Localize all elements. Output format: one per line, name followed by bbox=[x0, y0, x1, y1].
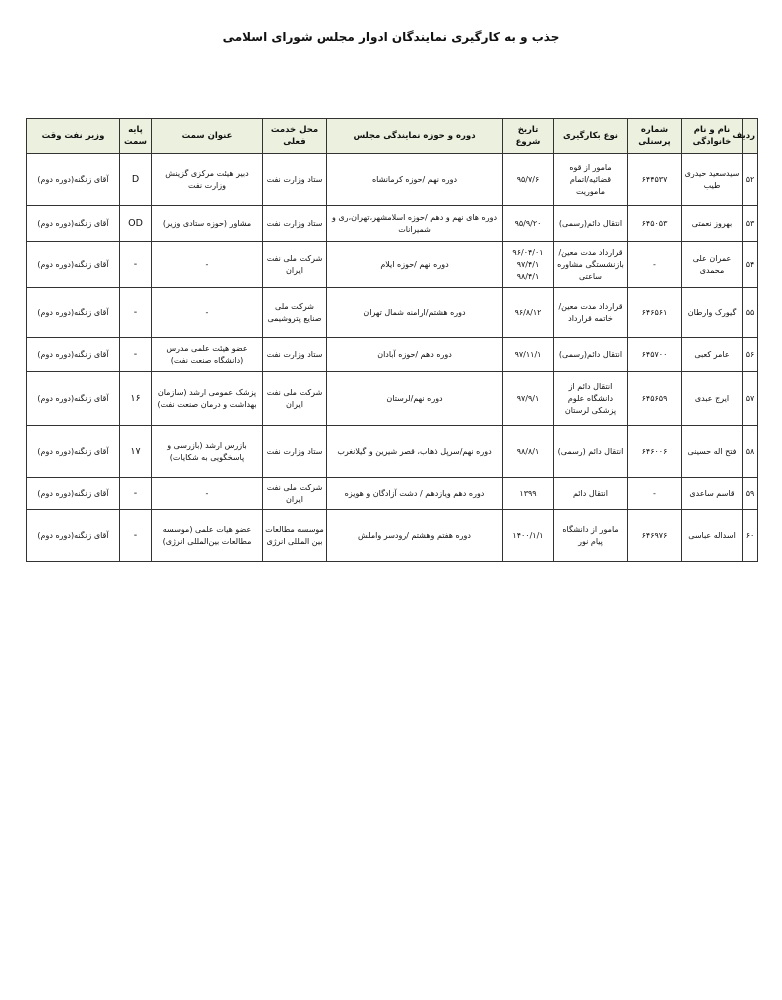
position-grade-cell: - bbox=[120, 510, 152, 562]
term-constituency-cell: دوره نهم/سرپل ذهاب، قصر شیرین و گیلانغرب bbox=[327, 426, 503, 478]
position-title-cell: مشاور (حوزه ستادی وزیر) bbox=[152, 206, 263, 242]
start-date-cell: ۹۶/۸/۱۲ bbox=[503, 288, 554, 338]
header-row-number: ردیف bbox=[743, 119, 758, 154]
table-row bbox=[27, 372, 758, 426]
start-date-cell: ۱۳۹۹ bbox=[503, 478, 554, 510]
row-number-cell: ۶۰ bbox=[743, 510, 758, 562]
header-start-date: تاریخ شروع bbox=[503, 119, 554, 154]
table-row bbox=[27, 242, 758, 288]
term-constituency-cell: دوره های نهم و دهم /حوزه اسلامشهر،تهران،ری و شمیرانات bbox=[327, 206, 503, 242]
position-grade-cell: - bbox=[120, 288, 152, 338]
position-grade-cell: - bbox=[120, 338, 152, 372]
oil-minister-cell: آقای زنگنه(دوره دوم) bbox=[27, 426, 120, 478]
name-cell: عامر کعبی bbox=[682, 338, 743, 372]
name-cell: قاسم ساعدی bbox=[682, 478, 743, 510]
name-cell: بهروز نعمتی bbox=[682, 206, 743, 242]
representatives-table bbox=[26, 118, 758, 562]
position-title-cell: عضو هیئت علمی مدرس (دانشگاه صنعت نفت) bbox=[152, 338, 263, 372]
employment-type-cell: مامور از دانشگاه پیام نور bbox=[554, 510, 628, 562]
term-constituency-cell: دوره دهم ویازدهم / دشت آزادگان و هویزه bbox=[327, 478, 503, 510]
employment-type-cell: انتقال دائم از دانشگاه علوم پزشکی لرستان bbox=[554, 372, 628, 426]
personnel-number-cell: - bbox=[628, 478, 682, 510]
term-constituency-cell: دوره نهم /حوزه ایلام bbox=[327, 242, 503, 288]
position-grade-cell: D bbox=[120, 154, 152, 206]
personnel-number-cell: ۶۴۶۹۷۶ bbox=[628, 510, 682, 562]
term-constituency-cell: دوره هفتم وهشتم /رودسر واملش bbox=[327, 510, 503, 562]
term-constituency-cell: دوره هشتم/ارامنه شمال تهران bbox=[327, 288, 503, 338]
row-number-cell: ۵۲ bbox=[743, 154, 758, 206]
employment-type-cell: قرارداد مدت معین/بازنشستگی مشاوره ساعتی bbox=[554, 242, 628, 288]
oil-minister-cell: آقای زنگنه(دوره دوم) bbox=[27, 372, 120, 426]
oil-minister-cell: آقای زنگنه(دوره دوم) bbox=[27, 154, 120, 206]
workplace-cell: شرکت ملی صنایع پتروشیمی bbox=[263, 288, 327, 338]
term-constituency-cell: دوره نهم /حوزه کرمانشاه bbox=[327, 154, 503, 206]
position-title-cell: - bbox=[152, 478, 263, 510]
position-title-cell: عضو هیات علمی (موسسه مطالعات بین‌المللی انرژی) bbox=[152, 510, 263, 562]
workplace-cell: ستاد وزارت نفت bbox=[263, 206, 327, 242]
personnel-number-cell: - bbox=[628, 242, 682, 288]
row-number-cell: ۵۳ bbox=[743, 206, 758, 242]
oil-minister-cell: آقای زنگنه(دوره دوم) bbox=[27, 242, 120, 288]
row-number-cell: ۵۵ bbox=[743, 288, 758, 338]
term-constituency-cell: دوره دهم /حوزه آبادان bbox=[327, 338, 503, 372]
header-term-constituency: دوره و حوزه نمایندگی مجلس bbox=[327, 119, 503, 154]
header-position-grade: پایه سمت bbox=[120, 119, 152, 154]
name-cell: سیدسعید حیدری طیب bbox=[682, 154, 743, 206]
employment-type-cell: انتقال دائم(رسمی) bbox=[554, 206, 628, 242]
position-grade-cell: OD bbox=[120, 206, 152, 242]
header-employment-type: نوع بکارگیری bbox=[554, 119, 628, 154]
oil-minister-cell: آقای زنگنه(دوره دوم) bbox=[27, 478, 120, 510]
table-body bbox=[27, 154, 758, 562]
header-oil-minister: وزیر نفت وقت bbox=[27, 119, 120, 154]
position-title-cell: - bbox=[152, 242, 263, 288]
position-title-cell: پزشک عمومی ارشد (سازمان بهداشت و درمان صنعت نفت) bbox=[152, 372, 263, 426]
start-date-cell: ۹۸/۸/۱ bbox=[503, 426, 554, 478]
row-number-cell: ۵۸ bbox=[743, 426, 758, 478]
name-cell: ایرج عبدی bbox=[682, 372, 743, 426]
page-title: جذب و به کارگیری نمایندگان ادوار مجلس شورای اسلامی bbox=[222, 30, 560, 44]
start-date-cell: ۹۶/۰۴/۰۱ ۹۷/۴/۱ ۹۸/۴/۱ bbox=[503, 242, 554, 288]
oil-minister-cell: آقای زنگنه(دوره دوم) bbox=[27, 338, 120, 372]
employment-type-cell: انتقال دائم(رسمی) bbox=[554, 338, 628, 372]
position-grade-cell: ۱۷ bbox=[120, 426, 152, 478]
name-cell: گیورک وارطان bbox=[682, 288, 743, 338]
workplace-cell: شرکت ملی نفت ایران bbox=[263, 242, 327, 288]
position-grade-cell: ۱۶ bbox=[120, 372, 152, 426]
row-number-cell: ۵۶ bbox=[743, 338, 758, 372]
position-grade-cell: - bbox=[120, 242, 152, 288]
employment-type-cell: انتقال دائم bbox=[554, 478, 628, 510]
personnel-number-cell: ۶۴۴۵۳۷ bbox=[628, 154, 682, 206]
start-date-cell: ۱۴۰۰/۱/۱ bbox=[503, 510, 554, 562]
personnel-number-cell: ۶۴۵۷۰۰ bbox=[628, 338, 682, 372]
table-row bbox=[27, 154, 758, 206]
workplace-cell: موسسه مطالعات بین المللی انرژی bbox=[263, 510, 327, 562]
table-row bbox=[27, 478, 758, 510]
oil-minister-cell: آقای زنگنه(دوره دوم) bbox=[27, 206, 120, 242]
employment-type-cell: مامور از قوه قضائیه/اتمام ماموریت bbox=[554, 154, 628, 206]
start-date-cell: ۹۷/۹/۱ bbox=[503, 372, 554, 426]
workplace-cell: شرکت ملی نفت ایران bbox=[263, 478, 327, 510]
table-header-row bbox=[27, 119, 758, 154]
personnel-number-cell: ۶۴۵۶۵۹ bbox=[628, 372, 682, 426]
oil-minister-cell: آقای زنگنه(دوره دوم) bbox=[27, 510, 120, 562]
personnel-number-cell: ۶۴۵۰۵۳ bbox=[628, 206, 682, 242]
employment-type-cell: انتقال دائم (رسمی) bbox=[554, 426, 628, 478]
name-cell: عمران علی محمدی bbox=[682, 242, 743, 288]
workplace-cell: ستاد وزارت نفت bbox=[263, 426, 327, 478]
row-number-cell: ۵۴ bbox=[743, 242, 758, 288]
workplace-cell: شرکت ملی نفت ایران bbox=[263, 372, 327, 426]
header-name: نام و نام خانوادگی bbox=[682, 119, 743, 154]
start-date-cell: ۹۷/۱۱/۱ bbox=[503, 338, 554, 372]
personnel-number-cell: ۶۴۶۰۰۶ bbox=[628, 426, 682, 478]
employment-type-cell: قرارداد مدت معین/خاتمه قرارداد bbox=[554, 288, 628, 338]
row-number-cell: ۵۹ bbox=[743, 478, 758, 510]
name-cell: اسداله عباسی bbox=[682, 510, 743, 562]
start-date-cell: ۹۵/۷/۶ bbox=[503, 154, 554, 206]
table-row bbox=[27, 510, 758, 562]
position-title-cell: - bbox=[152, 288, 263, 338]
name-cell: فتح اله حسینی bbox=[682, 426, 743, 478]
workplace-cell: ستاد وزارت نفت bbox=[263, 154, 327, 206]
personnel-number-cell: ۶۴۶۵۶۱ bbox=[628, 288, 682, 338]
table-row bbox=[27, 426, 758, 478]
workplace-cell: ستاد وزارت نفت bbox=[263, 338, 327, 372]
table-row bbox=[27, 206, 758, 242]
position-title-cell: دبیر هیئت مرکزی گزینش وزارت نفت bbox=[152, 154, 263, 206]
header-workplace: محل خدمت فعلی bbox=[263, 119, 327, 154]
term-constituency-cell: دوره نهم/لرستان bbox=[327, 372, 503, 426]
position-grade-cell: - bbox=[120, 478, 152, 510]
oil-minister-cell: آقای زنگنه(دوره دوم) bbox=[27, 288, 120, 338]
start-date-cell: ۹۵/۹/۲۰ bbox=[503, 206, 554, 242]
header-personnel-number: شماره پرسنلی bbox=[628, 119, 682, 154]
row-number-cell: ۵۷ bbox=[743, 372, 758, 426]
header-position-title: عنوان سمت bbox=[152, 119, 263, 154]
table-row bbox=[27, 338, 758, 372]
table-row bbox=[27, 288, 758, 338]
position-title-cell: بازرس ارشد (بازرسی و پاسخگویی به شکایات) bbox=[152, 426, 263, 478]
